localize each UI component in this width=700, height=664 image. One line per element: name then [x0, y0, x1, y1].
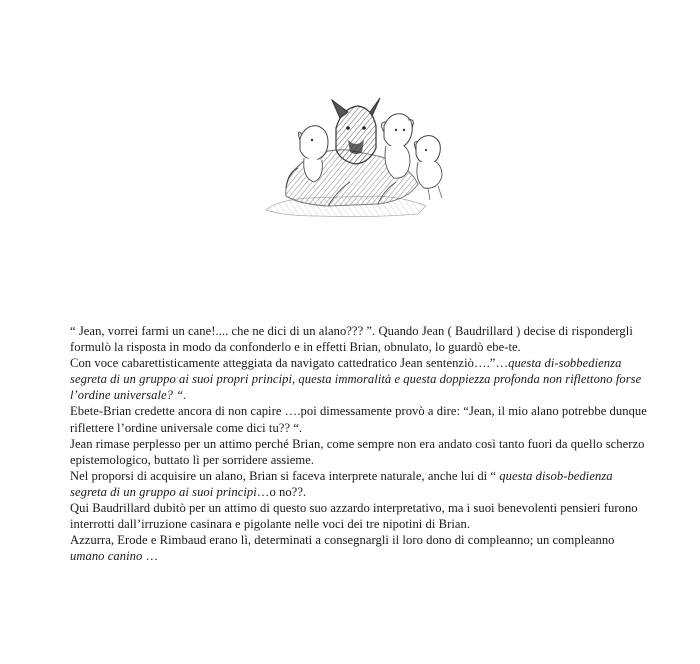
paragraph-p7 — [70, 532, 650, 564]
text-run: Azzurra, Erode e Rimbaud erano lì, determinati a consegnargli il loro dono di compleanno; un compleanno — [70, 533, 615, 548]
paragraph-p1 — [70, 323, 650, 355]
paragraph-p5 — [70, 468, 650, 500]
italic-quote: umano canino — [70, 549, 143, 564]
italic-quote: questa disob-bedienza segreta di un gruppo ai suoi principi — [70, 468, 613, 499]
dog-sketch-illustration — [258, 78, 454, 240]
text-run: Qui Baudrillard dubitò per un attimo di questo suo azzardo interpretativo, ma i suoi benevolenti pensieri furono interrotti dall’irruzione casinara e pigolante nelle voci dei tre nipotini di Brian. — [70, 501, 638, 532]
text-run: “ Jean, vorrei farmi un cane!.... che ne dici di un alano??? ”. Quando Jean ( Baudrillard ) decise di rispondergli formulò la risposta in modo da confonderlo e in effetti Brian, obnulato, lo guardò ebe-te. — [70, 324, 633, 355]
text-run: …o no??. — [256, 484, 307, 499]
text-run: Con voce cabarettisticamente atteggiata da navigato cattedratico Jean sentenziò….”… — [70, 356, 509, 371]
text-run: Nel proporsi di acquisire un alano, Brian si faceva interprete naturale, anche lui di “ — [70, 468, 500, 483]
text-run: Ebete-Brian credette ancora di non capire ….poi dimessamente provò a dire: “Jean, il mio alano potrebbe dunque riflettere l’ordine universale come dici tu?? “. — [70, 404, 647, 435]
paragraph-p3 — [70, 403, 650, 435]
story-text — [70, 323, 650, 564]
paragraph-p2 — [70, 355, 650, 403]
paragraph-p6 — [70, 500, 650, 532]
text-run: Jean rimase perplesso per un attimo perché Brian, come sempre non era andato così tanto fuori da quello scherzo epistemologico, buttato lì per sorridere assieme. — [70, 436, 645, 467]
paragraph-p4 — [70, 436, 650, 468]
text-run: … — [142, 549, 159, 564]
italic-quote: questa di-sobbedienza segreta di un gruppo ai suoi propri principi, questa immoralità e questa doppiezza profonda non riflettono forse l’ordine universale? “. — [70, 356, 642, 403]
dog-with-puppies-sketch — [258, 78, 454, 240]
